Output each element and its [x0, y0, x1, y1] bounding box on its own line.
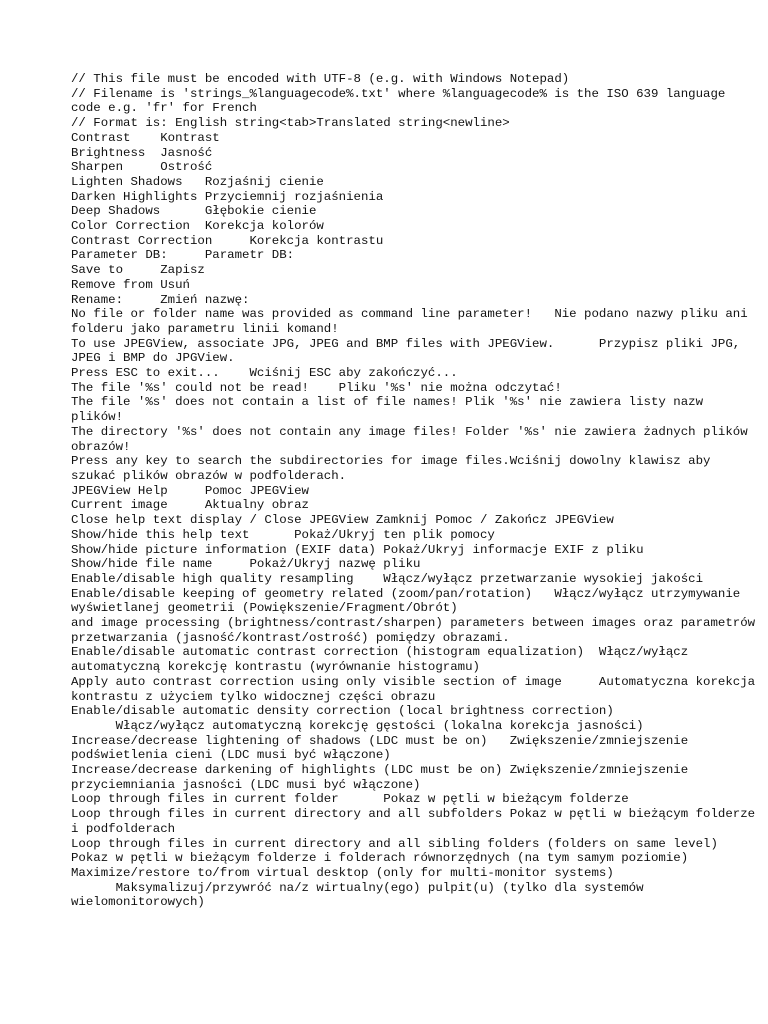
- text-line: Press ESC to exit... Wciśnij ESC aby zakończyć...: [71, 366, 458, 381]
- text-line: Remove from Usuń: [71, 277, 190, 292]
- text-line: Sharpen Ostrość: [71, 160, 213, 175]
- text-line: Save to Zapisz: [71, 263, 205, 278]
- text-line: Deep Shadows Głębokie cienie: [71, 204, 317, 219]
- text-line: Increase/decrease darkening of highlights (LDC must be on) Zwiększenie/zmniejszenie przyciemniania jasności (LDC musi być włączone): [71, 763, 696, 792]
- text-line: Enable/disable high quality resampling Włącz/wyłącz przetwarzanie wysokiej jakości: [71, 571, 704, 586]
- text-line: Loop through files in current folder Pokaz w pętli w bieżącym folderze: [71, 792, 629, 807]
- text-line: The file '%s' does not contain a list of file names! Plik '%s' nie zawiera listy nazw plików!: [71, 395, 711, 425]
- text-line: Darken Highlights Przyciemnij rozjaśnienia: [71, 189, 384, 204]
- text-line: // Format is: English string<tab>Translated string<newline>: [71, 116, 510, 131]
- text-line: Press any key to search the subdirectories for image files.Wciśnij dowolny klawisz aby szukać plików obrazów w podfolderach.: [71, 454, 718, 483]
- text-line: Loop through files in current directory and all subfolders Pokaz w pętli w bieżącym folderze i podfolderach: [71, 807, 763, 836]
- text-line: // This file must be encoded with UTF-8 (e.g. with Windows Notepad): [71, 72, 570, 86]
- text-line: Apply auto contrast correction using only visible section of image Automatyczna korekcja kontrastu z użyciem tylko widocznej części obrazu: [71, 674, 763, 704]
- text-line: Current image Aktualny obraz: [71, 498, 309, 513]
- text-line: Color Correction Korekcja kolorów: [71, 219, 324, 234]
- text-line: Enable/disable keeping of geometry related (zoom/pan/rotation) Włącz/wyłącz utrzymywanie wyświetlanej geometrii (Powiększenie/Fragment/Obrót): [71, 586, 748, 616]
- text-line: // Filename is 'strings_%languagecode%.txt' where %languagecode% is the ISO 639 language code e.g. 'fr' for French: [71, 86, 733, 116]
- text-line: Maximize/restore to/from virtual desktop (only for multi-monitor systems): [71, 865, 614, 880]
- text-line: Contrast Correction Korekcja kontrastu: [71, 233, 384, 248]
- text-line: To use JPEGView, associate JPG, JPEG and BMP files with JPEGView. Przypisz pliki JPG, JPEG i BMP do JPGView.: [71, 336, 748, 366]
- text-line: Enable/disable automatic contrast correction (histogram equalization) Włącz/wyłącz automatyczną korekcję kontrastu (wyrównanie histogramu): [71, 645, 696, 675]
- translation-file-text: [71, 72, 761, 910]
- text-line: Maksymalizuj/przywróć na/z wirtualny(ego) pulpit(u) (tylko dla systemów wielomonitorowych): [71, 880, 651, 910]
- text-line: JPEGView Help Pomoc JPEGView: [71, 483, 309, 498]
- text-line: The file '%s' could not be read! Pliku '%s' nie można odczytać!: [71, 380, 562, 395]
- text-line: Brightness Jasność: [71, 145, 213, 160]
- text-line: Increase/decrease lightening of shadows (LDC must be on) Zwiększenie/zmniejszenie podświetlenia cieni (LDC musi być włączone): [71, 733, 696, 763]
- text-line: The directory '%s' does not contain any image files! Folder '%s' nie zawiera żadnych plików obrazów!: [71, 424, 756, 454]
- text-line: Close help text display / Close JPEGView Zamknij Pomoc / Zakończ JPEGView: [71, 513, 614, 528]
- text-line: Włącz/wyłącz automatyczną korekcję gęstości (lokalna korekcja jasności): [71, 718, 644, 733]
- text-line: Show/hide picture information (EXIF data) Pokaż/Ukryj informacje EXIF z pliku: [71, 542, 644, 557]
- text-line: Rename: Zmień nazwę:: [71, 292, 250, 307]
- text-line: No file or folder name was provided as command line parameter! Nie podano nazwy pliku ani folderu jako parametru linii komand!: [71, 307, 756, 336]
- text-line: Show/hide this help text Pokaż/Ukryj ten plik pomocy: [71, 527, 495, 542]
- text-line: Lighten Shadows Rozjaśnij cienie: [71, 174, 324, 189]
- text-line: Enable/disable automatic density correction (local brightness correction): [71, 704, 614, 719]
- text-line: Contrast Kontrast: [71, 130, 220, 145]
- text-line: Show/hide file name Pokaż/Ukryj nazwę pliku: [71, 557, 421, 572]
- text-line: Loop through files in current directory and all sibling folders (folders on same level) Pokaz w pętli w bieżącym folderze i folderach równorzędnych (na tym samym poziomie): [71, 836, 726, 866]
- text-line: and image processing (brightness/contrast/sharpen) parameters between images oraz parametrów przetwarzania (jasność/kontrast/ostrość) pomiędzy obrazami.: [71, 616, 763, 645]
- text-line: Parameter DB: Parametr DB:: [71, 248, 295, 263]
